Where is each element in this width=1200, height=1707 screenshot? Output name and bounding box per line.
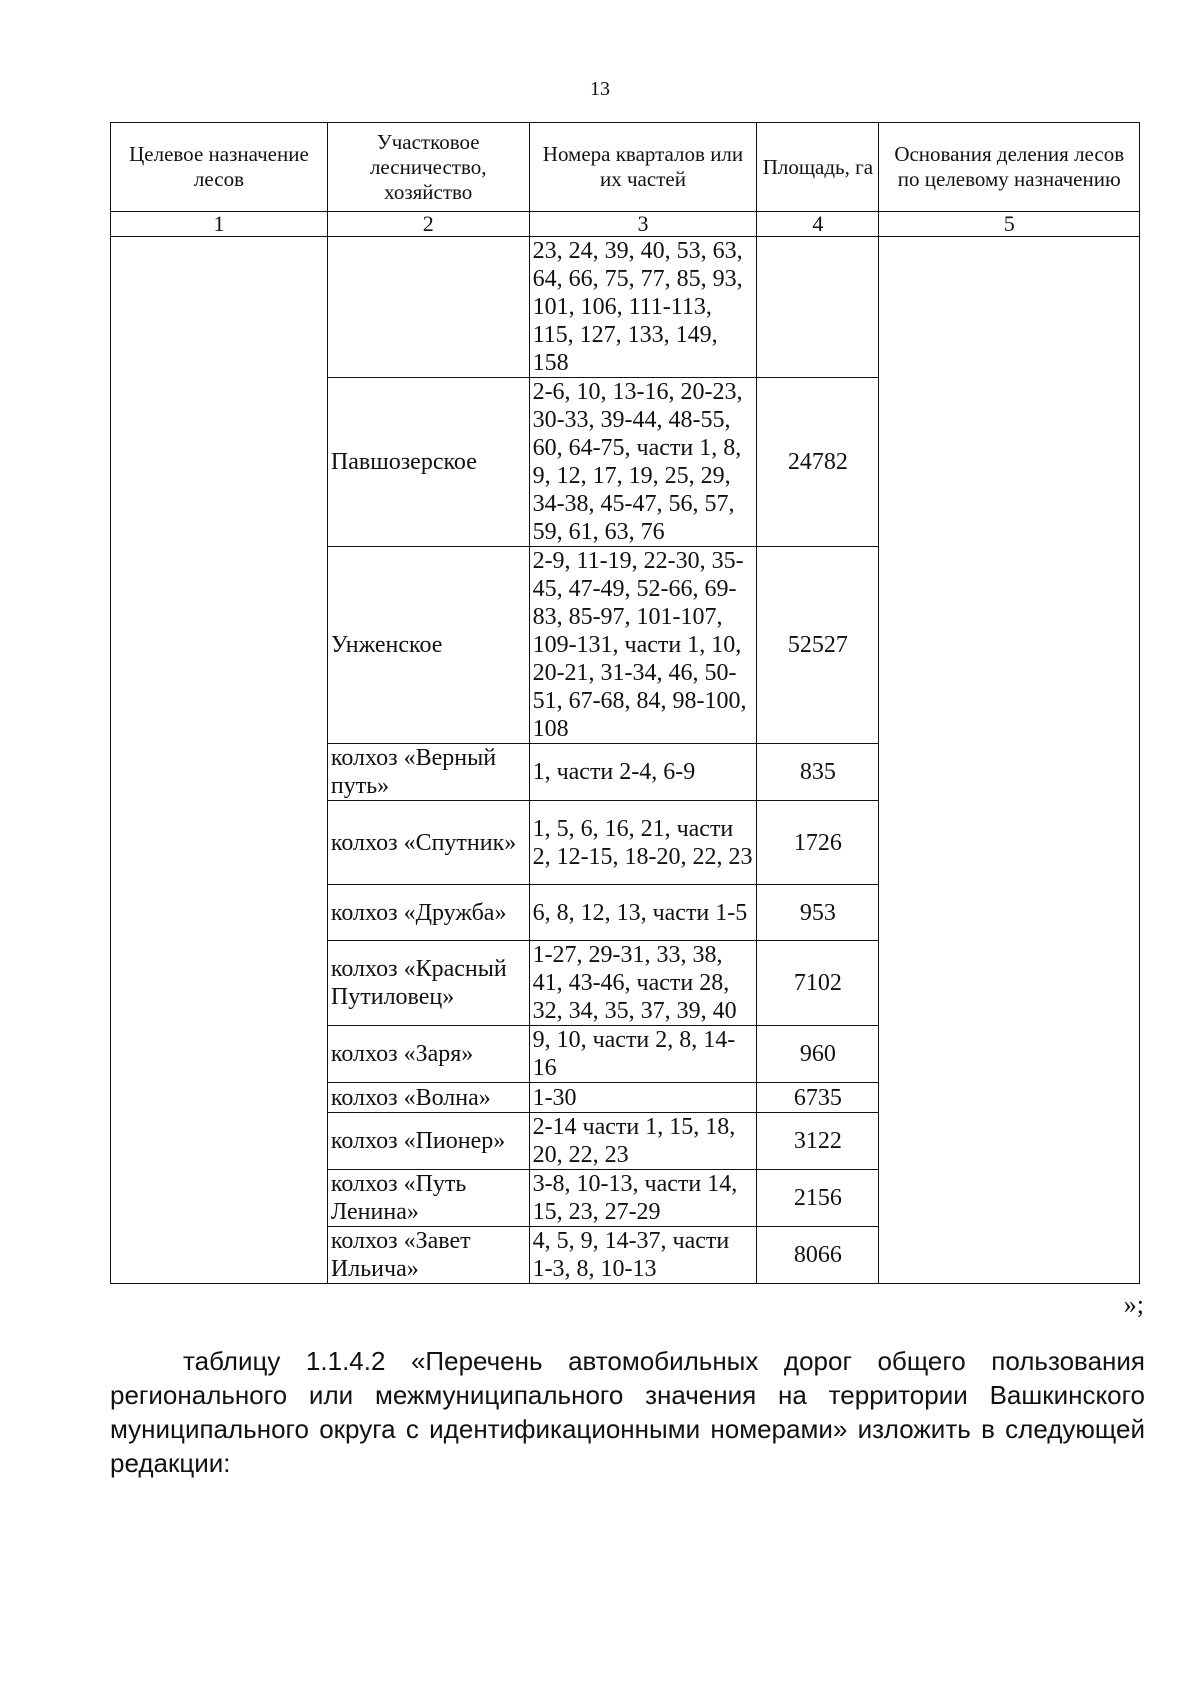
header-area: Площадь, га — [757, 123, 879, 212]
forestry-cell: Унженское — [327, 547, 529, 744]
forestry-cell: колхоз «Волна» — [327, 1083, 529, 1113]
quarters-cell: 4, 5, 9, 14-37, части 1-3, 8, 10-13 — [529, 1227, 757, 1284]
quarters-cell: 1-27, 29-31, 33, 38, 41, 43-46, части 28, 32, 34, 35, 37, 39, 40 — [529, 941, 757, 1026]
header-row — [111, 123, 1140, 212]
quarters-cell: 1-30 — [529, 1083, 757, 1113]
page-number: 13 — [590, 78, 610, 100]
forestry-cell: колхоз «Красный Путиловец» — [327, 941, 529, 1026]
area-cell: 6735 — [757, 1083, 879, 1113]
quarters-cell: 6, 8, 12, 13, части 1-5 — [529, 885, 757, 941]
closing-quote: »; — [1123, 1290, 1144, 1319]
column-number-row — [111, 212, 1140, 237]
forestry-cell: колхоз «Завет Ильича» — [327, 1227, 529, 1284]
basis-cell — [879, 237, 1140, 1284]
area-cell: 3122 — [757, 1113, 879, 1170]
forestry-cell: колхоз «Спутник» — [327, 801, 529, 885]
header-purpose: Целевое назначение лесов — [111, 123, 328, 212]
area-cell: 960 — [757, 1026, 879, 1083]
column-number: 3 — [529, 212, 757, 237]
forest-table — [110, 122, 1140, 1284]
header-forestry: Участковое лесничество, хозяйство — [327, 123, 529, 212]
column-number: 2 — [327, 212, 529, 237]
header-basis: Основания деления лесов по целевому назначению — [879, 123, 1140, 212]
quarters-cell: 2-6, 10, 13-16, 20-23, 30-33, 39-44, 48-55, 60, 64-75, части 1, 8, 9, 12, 17, 19, 25, 29, 34-38, 45-47, 56, 57, 59, 61, 63, 76 — [529, 378, 757, 547]
quarters-cell: 1, 5, 6, 16, 21, части 2, 12-15, 18-20, 22, 23 — [529, 801, 757, 885]
area-cell: 2156 — [757, 1170, 879, 1227]
area-cell: 24782 — [757, 378, 879, 547]
forestry-cell: колхоз «Пионер» — [327, 1113, 529, 1170]
header-quarters: Номера кварталов или их частей — [529, 123, 757, 212]
area-cell: 8066 — [757, 1227, 879, 1284]
forestry-cell: колхоз «Путь Ленина» — [327, 1170, 529, 1227]
forestry-cell: колхоз «Верный путь» — [327, 744, 529, 801]
body-paragraph: таблицу 1.1.4.2 «Перечень автомобильных дорог общего пользования регионального или межмуниципального значения на территории Вашкинского муниципального округа с идентификационными номерами» изложить в следующей редакции: — [110, 1346, 1145, 1478]
quarters-cell: 2-14 части 1, 15, 18, 20, 22, 23 — [529, 1113, 757, 1170]
quarters-cell: 23, 24, 39, 40, 53, 63, 64, 66, 75, 77, 85, 93, 101, 106, 111-113, 115, 127, 133, 149, 158 — [529, 237, 757, 378]
forestry-cell: колхоз «Заря» — [327, 1026, 529, 1083]
column-number: 4 — [757, 212, 879, 237]
area-cell: 52527 — [757, 547, 879, 744]
forestry-cell: Павшозерское — [327, 378, 529, 547]
area-cell: 7102 — [757, 941, 879, 1026]
quarters-cell: 3-8, 10-13, части 14, 15, 23, 27-29 — [529, 1170, 757, 1227]
purpose-cell — [111, 237, 328, 1284]
forestry-cell: колхоз «Дружба» — [327, 885, 529, 941]
quarters-cell: 1, части 2-4, 6-9 — [529, 744, 757, 801]
quarters-cell: 9, 10, части 2, 8, 14-16 — [529, 1026, 757, 1083]
area-cell — [757, 237, 879, 378]
column-number: 5 — [879, 212, 1140, 237]
column-number: 1 — [111, 212, 328, 237]
area-cell: 1726 — [757, 801, 879, 885]
area-cell: 835 — [757, 744, 879, 801]
area-cell: 953 — [757, 885, 879, 941]
quarters-cell: 2-9, 11-19, 22-30, 35-45, 47-49, 52-66, 69-83, 85-97, 101-107, 109-131, части 1, 10, 20-21, 31-34, 46, 50-51, 67-68, 84, 98-100, 108 — [529, 547, 757, 744]
table-row — [111, 237, 1140, 378]
forestry-cell — [327, 237, 529, 378]
